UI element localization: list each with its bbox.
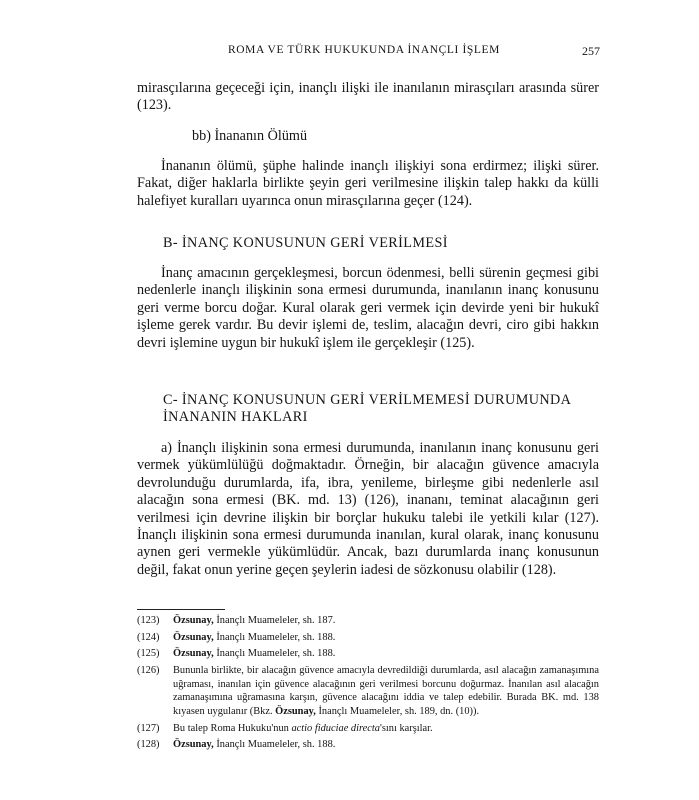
footnote-number: (123) <box>137 615 160 626</box>
footnote-text-end: 'sını karşılar. <box>379 722 433 734</box>
footnote-number: (128) <box>137 739 160 751</box>
running-header <box>0 44 699 64</box>
subheading-death-of-trustor: bb) İnananın Ölümü <box>192 128 308 144</box>
paragraph-return-of-property: İnanç amacının gerçekleşmesi, borcun ödenmesi, belli sürenin geçmesi gibi nedenlerle inançlı ilişkinin sona ermesi durumunda, inanılanın inanç konusunu geri verme borcu doğar. Kural olarak geri vermek için devirde yeni bir hukukî işleme gerek vardır. Bu devir işlemi de, teslim, alacağın devri, ciro gibi hakkın devri işlemine uygun bir hukukî işlem ile gerçekleşir (125). <box>137 265 599 351</box>
footnotes <box>137 614 599 755</box>
footnote-author: Özsunay, <box>275 705 316 717</box>
page-number: 257 <box>582 44 600 58</box>
footnote-number: (126) <box>137 665 160 677</box>
footnote-125 <box>137 647 599 661</box>
paragraph-inheritance: mirasçılarına geçeceği için, inançlı ilişki ile inanılanın mirasçıları arasında sürer (123). <box>137 80 599 114</box>
running-title: ROMA VE TÜRK HUKUKUNDA İNANÇLI İŞLEM <box>228 44 500 56</box>
footnote-number: (127) <box>137 722 160 734</box>
footnote-author: Özsunay, <box>173 615 214 626</box>
footnote-text-end: İnançlı Muameleler, sh. 189, dn. (10)). <box>315 705 480 717</box>
footnote-text: İnançlı Muameleler, sh. 188. <box>213 631 336 643</box>
footnote-author: Özsunay, <box>173 648 214 660</box>
footnote-latin-term: actio fiduciae directa <box>291 722 380 734</box>
paragraph-trustor-rights: a) İnançlı ilişkinin sona ermesi durumunda, inanılanın inanç konusunu geri vermek yükümlülüğü doğmaktadır. Örneğin, bir alacağın güvence amacıyla devrolunduğu durumlarda, ifa, ibra, yenileme, birleşme gibi nedenlerle asıl alacağın sona ermesi (BK. md. 13) (126), inananı, teminat alacağının geri verilmesi için devrine ilişkin bir borçlar hukuku talebi ile yetkili kılar (127). İnançlı ilişkinin sona ermesi durumunda inanılan, kural olarak, inanç konusunu aynen geri vermekle yükümlüdür. Ancak, bazı durumlarda inanç konusunun değil, fakat onun yerine geçen şeylerin iadesi de sözkonusu olabilir (128). <box>137 440 599 578</box>
footnote-124 <box>137 631 599 645</box>
footnote-author: Özsunay, <box>173 739 214 751</box>
footnote-126 <box>137 664 599 718</box>
footnote-127 <box>137 722 599 736</box>
footnote-text: Bu talep Roma Hukuku'nun <box>173 722 292 734</box>
footnote-number: (124) <box>137 631 160 643</box>
footnote-divider <box>137 609 225 610</box>
footnote-author: Özsunay, <box>173 631 214 643</box>
footnote-number: (125) <box>137 648 160 660</box>
section-heading-b: B- İNANÇ KONUSUNUN GERİ VERİLMESİ <box>163 235 448 251</box>
footnote-128 <box>137 738 599 752</box>
footnote-text: Bununla birlikte, bir alacağın güvence amacıyla devredildiği durumlarda, asıl alacağın zamanaşımına uğraması, inanılan için güvence alacağının geri verilmesi borcunu doğurmaz. İnanılan asıl alacağın zamanaşımına uğramasına karşın, güvence alacağını iddia ve talep edebilir. Burada BK. md. 138 kıyasen uygulanır (Bkz. <box>173 665 599 717</box>
footnote-text: İnançlı Muameleler, sh. 187. <box>213 615 336 626</box>
paragraph-death-of-trustor: İnananın ölümü, şüphe halinde inançlı ilişkiyi sona erdirmez; ilişki sürer. Fakat, diğer haklarla birlikte şeyin geri verilmesine ilişkin talep hakkı da külli halefiyet kuralları uyarınca onun mirasçılarına geçer (124). <box>137 158 599 209</box>
footnote-123 <box>137 614 599 628</box>
section-heading-c: C- İNANÇ KONUSUNUN GERİ VERİLMEMESİ DURUMUNDA İNANANIN HAKLARI <box>163 392 571 426</box>
footnote-text: İnançlı Muameleler, sh. 188. <box>213 739 336 751</box>
footnote-text: İnançlı Muameleler, sh. 188. <box>213 648 336 660</box>
